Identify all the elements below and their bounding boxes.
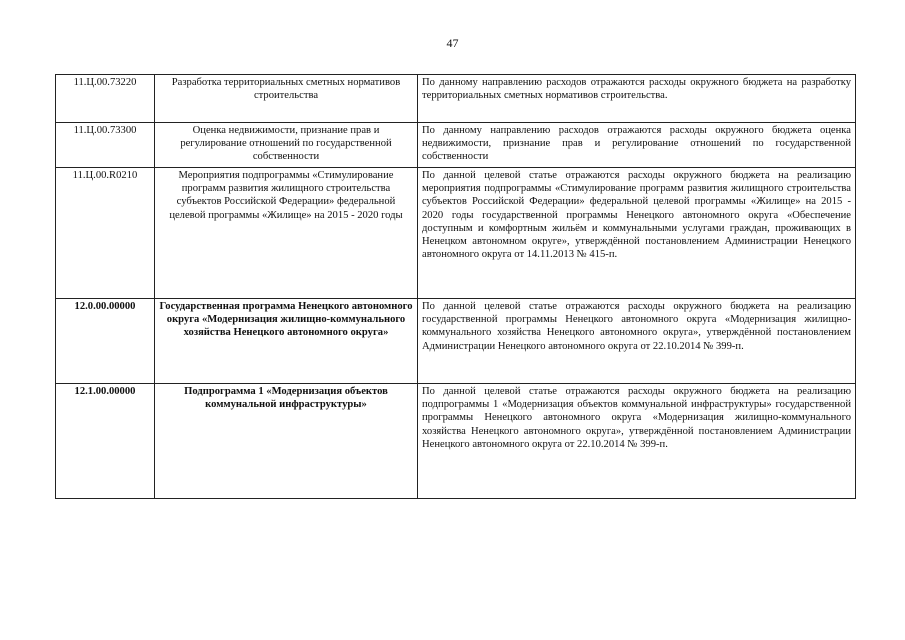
target-article-name: Государственная программа Ненецкого автономного округа «Модернизация жилищно-коммунального хозяйства Ненецкого автономного округа» — [155, 299, 418, 384]
target-article-description: По данному направлению расходов отражаются расходы окружного бюджета на разработку территориальных сметных нормативов строительства. — [418, 75, 856, 123]
target-article-name: Мероприятия подпрограммы «Стимулирование программ развития жилищного строительства субъектов Российской Федерации» федеральной целевой программы «Жилище» на 2015 - 2020 годы — [155, 168, 418, 299]
target-article-description: По данной целевой статье отражаются расходы окружного бюджета на реализацию мероприятия подпрограммы «Стимулирование программ развития жилищного строительства субъектов Российской Федерации» федеральной целевой программы «Жилище» на 2015 - 2020 годы государственной программы Ненецкого автономного округа «Обеспечение доступным и комфортным жильём и коммунальными услугами граждан, проживающих в Ненецком автономном округе», утверждённой постановлением Администрации Ненецкого автономного округа от 14.11.2013 № 415-п. — [418, 168, 856, 299]
target-article-description: По данной целевой статье отражаются расходы окружного бюджета на реализацию подпрограммы 1 «Модернизация объектов коммунальной инфраструктуры» государственной программы Ненецкого автономного округа «Модернизация жилищно-коммунального хозяйства Ненецкого автономного округа», утверждённой постановлением Администрации Ненецкого автономного округа от 22.10.2014 № 399-п. — [418, 384, 856, 499]
target-article-name: Разработка территориальных сметных нормативов строительства — [155, 75, 418, 123]
table-row — [56, 384, 856, 499]
page-number: 47 — [446, 36, 459, 50]
target-article-code: 12.1.00.00000 — [56, 384, 155, 499]
target-article-description: По данной целевой статье отражаются расходы окружного бюджета на реализацию государственной программы Ненецкого автономного округа «Модернизация жилищно-коммунального хозяйства Ненецкого автономного округа», утверждённой постановлением Администрации Ненецкого автономного округа от 22.10.2014 № 399-п. — [418, 299, 856, 384]
table-row — [56, 75, 856, 123]
target-article-code: 11.Ц.00.73300 — [56, 123, 155, 168]
target-article-code: 11.Ц.00.R0210 — [56, 168, 155, 299]
target-article-name: Оценка недвижимости, признание прав и регулирование отношений по государственной собственности — [155, 123, 418, 168]
target-article-code: 12.0.00.00000 — [56, 299, 155, 384]
table-row — [56, 123, 856, 168]
table-row — [56, 168, 856, 299]
budget-classification-table — [55, 74, 856, 499]
target-article-description: По данному направлению расходов отражаются расходы окружного бюджета оценка недвижимости, признание прав и регулирование отношений по государственной собственности — [418, 123, 856, 168]
target-article-code: 11.Ц.00.73220 — [56, 75, 155, 123]
table-row — [56, 299, 856, 384]
target-article-name: Подпрограмма 1 «Модернизация объектов коммунальной инфраструктуры» — [155, 384, 418, 499]
